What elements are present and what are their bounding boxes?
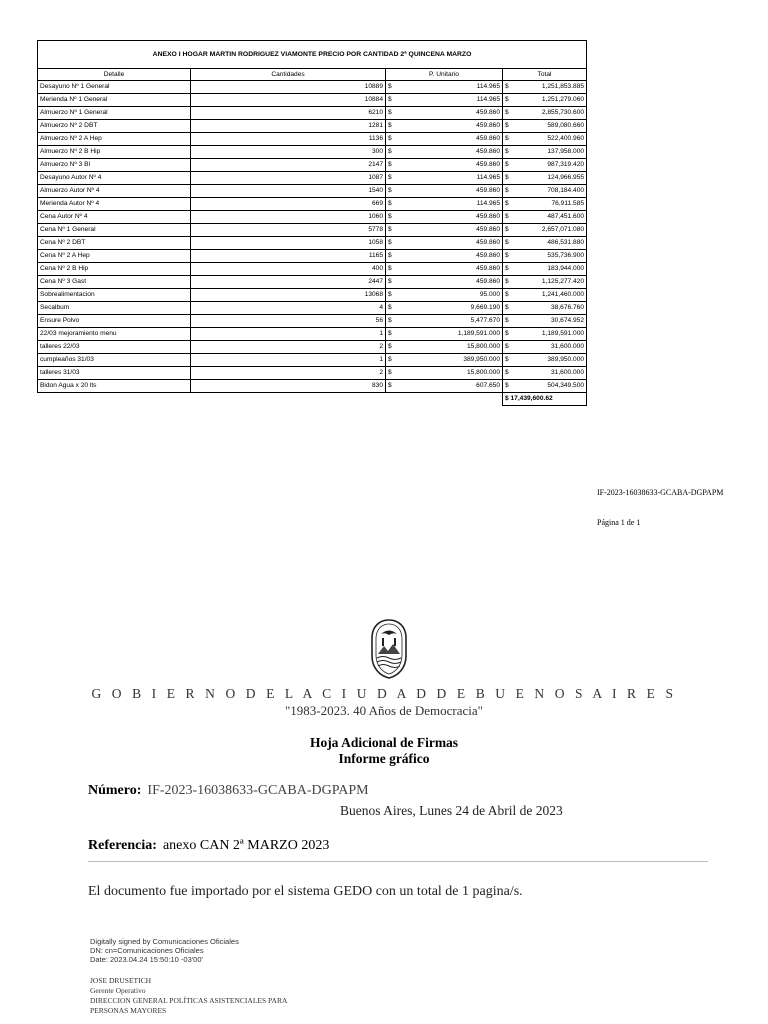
unit-price: 459.860 <box>476 135 500 142</box>
number-label: Número: <box>88 783 142 798</box>
cell-total <box>503 302 587 315</box>
row-total: 30,674.952 <box>551 317 585 324</box>
cell-unitario <box>386 172 503 185</box>
cell-total <box>503 367 587 380</box>
row-total: 31,600.000 <box>551 343 585 350</box>
cell-total <box>503 276 587 289</box>
table-row <box>38 159 587 172</box>
cell-detalle: Desayuno Autor Nº 4 <box>38 172 191 185</box>
currency-symbol: $ <box>388 278 392 285</box>
currency-symbol: $ <box>388 304 392 311</box>
cell-unitario <box>386 263 503 276</box>
cell-detalle: cumpleaños 31/03 <box>38 354 191 367</box>
row-total: 31,600.000 <box>551 369 585 376</box>
cell-cantidad: 830 <box>191 380 386 393</box>
cell-cantidad: 300 <box>191 146 386 159</box>
digital-sign-line: Date: 2023.04.24 15:50:10 -03'00' <box>90 955 203 964</box>
cell-total <box>503 211 587 224</box>
row-total: 1,189,591.000 <box>541 330 585 337</box>
row-total: 1,251,853.885 <box>541 83 585 90</box>
cell-total <box>503 107 587 120</box>
cell-detalle: Cena Autor Nº 4 <box>38 211 191 224</box>
cell-detalle: Cena Nº 3 Gast <box>38 276 191 289</box>
cell-total <box>503 354 587 367</box>
city-coat-of-arms-icon <box>368 618 410 680</box>
annex-price-table <box>37 40 587 406</box>
currency-symbol: $ <box>388 317 392 324</box>
cell-cantidad: 1 <box>191 354 386 367</box>
table-row <box>38 302 587 315</box>
cell-cantidad: 2147 <box>191 159 386 172</box>
cell-total <box>503 237 587 250</box>
row-total: 38,676.760 <box>551 304 585 311</box>
row-total: 2,855,730.600 <box>541 109 585 116</box>
currency-symbol: $ <box>505 122 509 129</box>
unit-price: 459.860 <box>476 252 500 259</box>
document-number-line <box>88 783 369 799</box>
table-row <box>38 120 587 133</box>
cell-cantidad: 669 <box>191 198 386 211</box>
cell-total <box>503 120 587 133</box>
unit-price: 459.860 <box>476 265 500 272</box>
table-row <box>38 315 587 328</box>
cell-cantidad: 1060 <box>191 211 386 224</box>
cell-detalle: Almuerzo Nº 1 General <box>38 107 191 120</box>
cell-unitario <box>386 120 503 133</box>
empty-cell <box>191 393 386 406</box>
cell-detalle: Almuerzo Nº 3 Bl <box>38 159 191 172</box>
unit-price: 459.860 <box>476 239 500 246</box>
form-title-line-2: Informe gráfico <box>338 751 430 766</box>
unit-price: 607.650 <box>476 382 500 389</box>
unit-price: 114.965 <box>476 96 500 103</box>
table-title: ANEXO I HOGAR MARTIN RODRIGUEZ VIAMONTE PRECIO POR CANTIDAD 2ª QUINCENA MARZO <box>38 41 587 69</box>
form-title-line-1: Hoja Adicional de Firmas <box>309 735 459 750</box>
cell-unitario <box>386 81 503 94</box>
cell-cantidad: 1087 <box>191 172 386 185</box>
cell-detalle: Almuerzo Nº 2 A Hep <box>38 133 191 146</box>
currency-symbol: $ <box>505 213 509 220</box>
cell-unitario <box>386 146 503 159</box>
cell-detalle: Secalbum <box>38 302 191 315</box>
currency-symbol: $ <box>388 239 392 246</box>
cell-unitario <box>386 94 503 107</box>
row-total: 389,950.000 <box>547 356 585 363</box>
cell-cantidad: 6210 <box>191 107 386 120</box>
cell-total <box>503 341 587 354</box>
cell-cantidad: 1281 <box>191 120 386 133</box>
currency-symbol: $ <box>505 239 509 246</box>
reference-line <box>88 838 329 854</box>
cell-unitario <box>386 380 503 393</box>
cell-unitario <box>386 289 503 302</box>
currency-symbol: $ <box>505 343 509 350</box>
grand-total-row <box>38 393 587 406</box>
cell-cantidad: 1165 <box>191 250 386 263</box>
unit-price: 459.860 <box>476 278 500 285</box>
table-row <box>38 211 587 224</box>
digital-signature-block <box>90 937 239 964</box>
cell-detalle: Merienda Nº 1 General <box>38 94 191 107</box>
table-row <box>38 81 587 94</box>
cell-total <box>503 185 587 198</box>
cell-total <box>503 146 587 159</box>
unit-price: 459.860 <box>476 213 500 220</box>
cell-unitario <box>386 250 503 263</box>
signer-department: PERSONAS MAYORES <box>90 1006 167 1015</box>
cell-detalle: Almuerzo Autor Nº 4 <box>38 185 191 198</box>
currency-symbol: $ <box>505 174 509 181</box>
cell-unitario <box>386 211 503 224</box>
cell-detalle: Cena Nº 1 General <box>38 224 191 237</box>
cell-total <box>503 198 587 211</box>
row-total: 535,736.900 <box>547 252 585 259</box>
cell-cantidad: 1136 <box>191 133 386 146</box>
cell-total <box>503 172 587 185</box>
signer-block <box>90 976 287 1016</box>
unit-price: 9,669.190 <box>470 304 500 311</box>
cell-total <box>503 94 587 107</box>
cell-total <box>503 81 587 94</box>
unit-price: 459.860 <box>476 109 500 116</box>
cell-cantidad: 10884 <box>191 94 386 107</box>
cell-total <box>503 380 587 393</box>
row-total: 1,241,460.000 <box>541 291 585 298</box>
document-code: IF-2023-16038633-GCABA-DGPAPM <box>597 488 724 497</box>
cell-unitario <box>386 367 503 380</box>
currency-symbol: $ <box>388 96 392 103</box>
unit-price: 114.965 <box>476 200 500 207</box>
unit-price: 114.965 <box>476 174 500 181</box>
cell-cantidad: 400 <box>191 263 386 276</box>
cell-cantidad: 1540 <box>191 185 386 198</box>
table-row <box>38 94 587 107</box>
table-row <box>38 133 587 146</box>
signer-department: DIRECCION GENERAL POLÍTICAS ASISTENCIALES PARA <box>90 996 288 1005</box>
unit-price: 114.965 <box>476 83 500 90</box>
currency-symbol: $ <box>505 135 509 142</box>
unit-price: 459.860 <box>476 187 500 194</box>
row-total: 504,349.500 <box>547 382 585 389</box>
currency-symbol: $ <box>505 252 509 259</box>
cell-total <box>503 250 587 263</box>
row-total: 1,125,277.420 <box>541 278 585 285</box>
currency-symbol: $ <box>388 83 392 90</box>
cell-unitario <box>386 198 503 211</box>
import-statement: El documento fue importado por el sistema GEDO con un total de 1 pagina/s. <box>88 884 523 899</box>
currency-symbol: $ <box>505 265 509 272</box>
cell-unitario <box>386 354 503 367</box>
row-total: 124,966.955 <box>547 174 585 181</box>
table-row <box>38 367 587 380</box>
cell-detalle: Ensure Polvo <box>38 315 191 328</box>
table-row <box>38 237 587 250</box>
grand-total: $ 17,439,600.62 <box>503 393 587 406</box>
cell-total <box>503 328 587 341</box>
cell-cantidad: 13068 <box>191 289 386 302</box>
cell-unitario <box>386 237 503 250</box>
signer-role: Gerente Operativo <box>90 986 146 995</box>
currency-symbol: $ <box>388 356 392 363</box>
cell-unitario <box>386 315 503 328</box>
cell-cantidad: 1 <box>191 328 386 341</box>
cell-unitario <box>386 341 503 354</box>
page-number: Página 1 de 1 <box>597 518 641 527</box>
unit-price: 15,800.000 <box>466 369 500 376</box>
cell-total <box>503 289 587 302</box>
government-motto: "1983-2023. 40 Años de Democracia" <box>285 703 483 718</box>
table-row <box>38 380 587 393</box>
unit-price: 1,189,591.000 <box>457 330 500 337</box>
currency-symbol: $ <box>388 200 392 207</box>
currency-symbol: $ <box>505 83 509 90</box>
currency-symbol: $ <box>388 382 392 389</box>
unit-price: 459.860 <box>476 148 500 155</box>
cell-unitario <box>386 276 503 289</box>
currency-symbol: $ <box>505 317 509 324</box>
row-total: 1,251,279.060 <box>541 96 585 103</box>
currency-symbol: $ <box>388 265 392 272</box>
reference-label: Referencia: <box>88 838 157 853</box>
cell-cantidad: 10889 <box>191 81 386 94</box>
currency-symbol: $ <box>505 291 509 298</box>
table-row <box>38 289 587 302</box>
cell-cantidad: 1058 <box>191 237 386 250</box>
col-header-unitario: P. Unitario <box>386 69 503 81</box>
unit-price: 5,477.670 <box>470 317 500 324</box>
row-total: 589,080.660 <box>547 122 585 129</box>
form-title <box>0 735 768 767</box>
government-name: G O B I E R N O D E L A C I U D A D D E B U E N O S A I R E S <box>91 686 677 701</box>
row-total: 2,657,071.080 <box>541 226 585 233</box>
cell-unitario <box>386 159 503 172</box>
divider <box>88 861 708 862</box>
currency-symbol: $ <box>505 330 509 337</box>
cell-detalle: Desayuno Nº 1 General <box>38 81 191 94</box>
cell-detalle: Cena Nº 2 DBT <box>38 237 191 250</box>
cell-total <box>503 315 587 328</box>
currency-symbol: $ <box>505 278 509 285</box>
row-total: 486,531.880 <box>547 239 585 246</box>
cell-detalle: Bidon Agua x 20 lts <box>38 380 191 393</box>
row-total: 137,958.000 <box>547 148 585 155</box>
col-header-detalle: Detalle <box>38 69 191 81</box>
cell-unitario <box>386 185 503 198</box>
cell-total <box>503 159 587 172</box>
signer-name: JOSE DRUSETICH <box>90 976 152 985</box>
cell-cantidad: 2 <box>191 341 386 354</box>
col-header-total: Total <box>503 69 587 81</box>
cell-cantidad: 2 <box>191 367 386 380</box>
currency-symbol: $ <box>388 109 392 116</box>
currency-symbol: $ <box>388 369 392 376</box>
currency-symbol: $ <box>505 148 509 155</box>
cell-cantidad: 4 <box>191 302 386 315</box>
currency-symbol: $ <box>388 122 392 129</box>
currency-symbol: $ <box>505 304 509 311</box>
table-row <box>38 263 587 276</box>
unit-price: 459.860 <box>476 226 500 233</box>
table-row <box>38 172 587 185</box>
cell-detalle: talleres 22/03 <box>38 341 191 354</box>
cell-unitario <box>386 302 503 315</box>
cell-cantidad: 56 <box>191 315 386 328</box>
table-row <box>38 185 587 198</box>
currency-symbol: $ <box>388 161 392 168</box>
cell-detalle: Merienda Autor Nº 4 <box>38 198 191 211</box>
currency-symbol: $ <box>505 226 509 233</box>
unit-price: 15,800.000 <box>466 343 500 350</box>
digital-sign-line: DN: cn=Comunicaciones Oficiales <box>90 946 204 955</box>
unit-price: 459.860 <box>476 161 500 168</box>
currency-symbol: $ <box>505 161 509 168</box>
cell-detalle: Almuerzo Nº 2 DBT <box>38 120 191 133</box>
col-header-cantidades: Cantidades <box>191 69 386 81</box>
number-value: IF-2023-16038633-GCABA-DGPAPM <box>147 783 369 798</box>
currency-symbol: $ <box>388 252 392 259</box>
reference-value: anexo CAN 2ª MARZO 2023 <box>162 838 330 853</box>
cell-unitario <box>386 133 503 146</box>
digital-sign-line: Digitally signed by Comunicaciones Oficiales <box>90 937 239 946</box>
cell-detalle: Cena Nº 2 B Hip <box>38 263 191 276</box>
row-total: 183,944.000 <box>547 265 585 272</box>
table-row <box>38 146 587 159</box>
unit-price: 389,950.000 <box>463 356 500 363</box>
cell-detalle: talleres 31/03 <box>38 367 191 380</box>
row-total: 708,184.400 <box>547 187 585 194</box>
table-row <box>38 250 587 263</box>
currency-symbol: $ <box>388 330 392 337</box>
cell-cantidad: 2447 <box>191 276 386 289</box>
empty-cell <box>38 393 191 406</box>
currency-symbol: $ <box>505 382 509 389</box>
table-row <box>38 198 587 211</box>
currency-symbol: $ <box>388 187 392 194</box>
currency-symbol: $ <box>505 187 509 194</box>
table-row <box>38 341 587 354</box>
row-total: 487,451.600 <box>547 213 585 220</box>
cell-total <box>503 133 587 146</box>
cell-detalle: Cena Nº 2 A Hep <box>38 250 191 263</box>
table-row <box>38 354 587 367</box>
table-row <box>38 276 587 289</box>
cell-unitario <box>386 328 503 341</box>
currency-symbol: $ <box>388 213 392 220</box>
row-total: 522,400.960 <box>547 135 585 142</box>
currency-symbol: $ <box>505 109 509 116</box>
currency-symbol: $ <box>388 135 392 142</box>
cell-unitario <box>386 224 503 237</box>
annex-table-container <box>37 40 585 406</box>
currency-symbol: $ <box>505 96 509 103</box>
cell-unitario <box>386 107 503 120</box>
cell-total <box>503 224 587 237</box>
empty-cell <box>386 393 503 406</box>
currency-symbol: $ <box>388 148 392 155</box>
currency-symbol: $ <box>505 200 509 207</box>
table-row <box>38 224 587 237</box>
currency-symbol: $ <box>388 291 392 298</box>
cell-total <box>503 263 587 276</box>
cell-detalle: Almuerzo Nº 2 B Hip <box>38 146 191 159</box>
table-row <box>38 328 587 341</box>
row-total: 76,911.585 <box>551 200 585 207</box>
cell-detalle: 22/03 mejoramiento menu <box>38 328 191 341</box>
currency-symbol: $ <box>388 343 392 350</box>
unit-price: 459.860 <box>476 122 500 129</box>
currency-symbol: $ <box>505 369 509 376</box>
currency-symbol: $ <box>388 174 392 181</box>
table-row <box>38 107 587 120</box>
cell-cantidad: 5778 <box>191 224 386 237</box>
unit-price: 95.000 <box>479 291 500 298</box>
currency-symbol: $ <box>505 356 509 363</box>
cell-detalle: Sobrealimentacion <box>38 289 191 302</box>
currency-symbol: $ <box>388 226 392 233</box>
row-total: 987,319.420 <box>547 161 585 168</box>
place-date: Buenos Aires, Lunes 24 de Abril de 2023 <box>340 803 563 818</box>
